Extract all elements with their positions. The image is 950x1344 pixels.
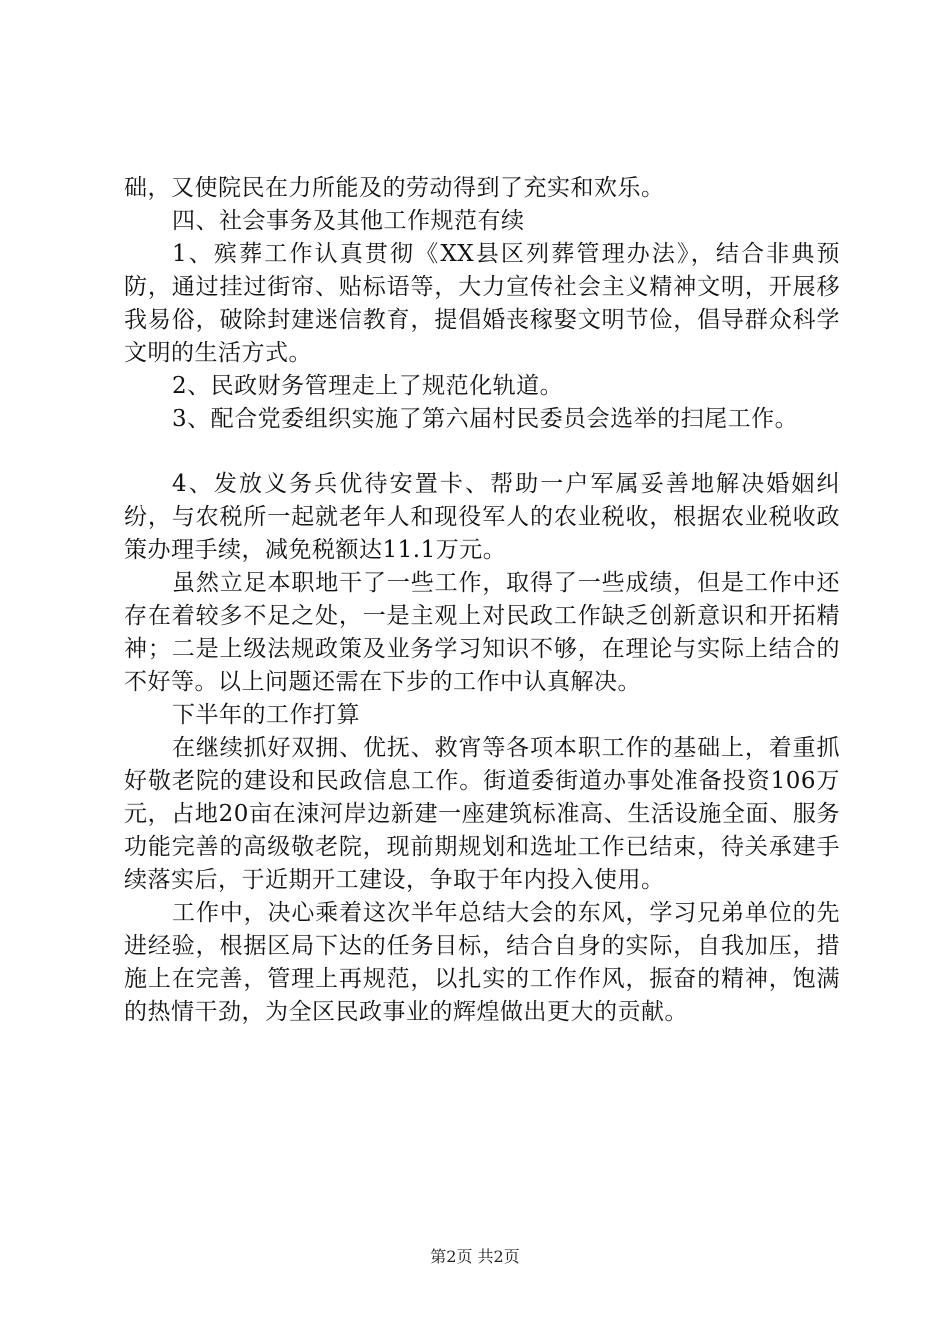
paragraph-funeral-work: 1、殡葬工作认真贯彻《XX县区列葬管理办法》，结合非典预防，通过挂过街帘、贴标语等，大力宣传社会主义精神文明，开展移我易俗，破除封建迷信教育，提倡婚丧稼娶文明节俭，倡导群众科学文明的生活方式。 xyxy=(124,241,840,366)
paragraph-shortcomings: 虽然立足本职地干了一些工作，取得了一些成绩，但是工作中还存在着较多不足之处，一是主观上对民政工作缺乏创新意识和开拓精神；二是上级法规政策及业务学习知识不够，在理论与实际上结合的不好等。以上问题还需在下步的工作中认真解决。 xyxy=(124,570,840,695)
paragraph-conclusion: 工作中，决心乘着这次半年总结大会的东风，学习兄弟单位的先进经验，根据区局下达的任务目标，结合自身的实际，自我加压，措施上在完善，管理上再规范，以扎实的工作作风，振奋的精神，饱满的热情干劲，为全区民政事业的辉煌做出更大的贡献。 xyxy=(124,900,840,1025)
paragraph-finance-management: 2、民政财务管理走上了规范化轨道。 xyxy=(172,373,564,399)
section-heading-social-affairs: 四、社会事务及其他工作规范有续 xyxy=(172,208,525,234)
paragraph-continuation: 础，又使院民在力所能及的劳动得到了充实和欢乐。 xyxy=(124,175,665,201)
paragraph-nursing-home-plan: 在继续抓好双拥、优抚、救宵等各项本职工作的基础上，着重抓好敬老院的建设和民政信息工作。街道委街道办事处准备投资106万元，占地20亩在涑河岸边新建一座建筑标准高、生活设施全面、服务功能完善的高级敬老院，现前期规划和选址工作已结束，待关承建手续落实后，于近期开工建设，争取于年内投入使用。 xyxy=(124,735,840,893)
paragraph-village-election: 3、配合党委组织实施了第六届村民委员会选举的扫尾工作。 xyxy=(172,406,799,432)
page-number-footer: 第2页 共2页 xyxy=(430,1247,520,1266)
document-body xyxy=(124,172,840,1029)
paragraph-military-families: 4、发放义务兵优待安置卡、帮助一户军属妥善地解决婚姻纠纷，与农税所一起就老年人和现役军人的农业税收，根据农业税收政策办理手续，减免税额达11.1万元。 xyxy=(124,471,840,563)
section-heading-second-half-plan: 下半年的工作打算 xyxy=(172,702,360,728)
